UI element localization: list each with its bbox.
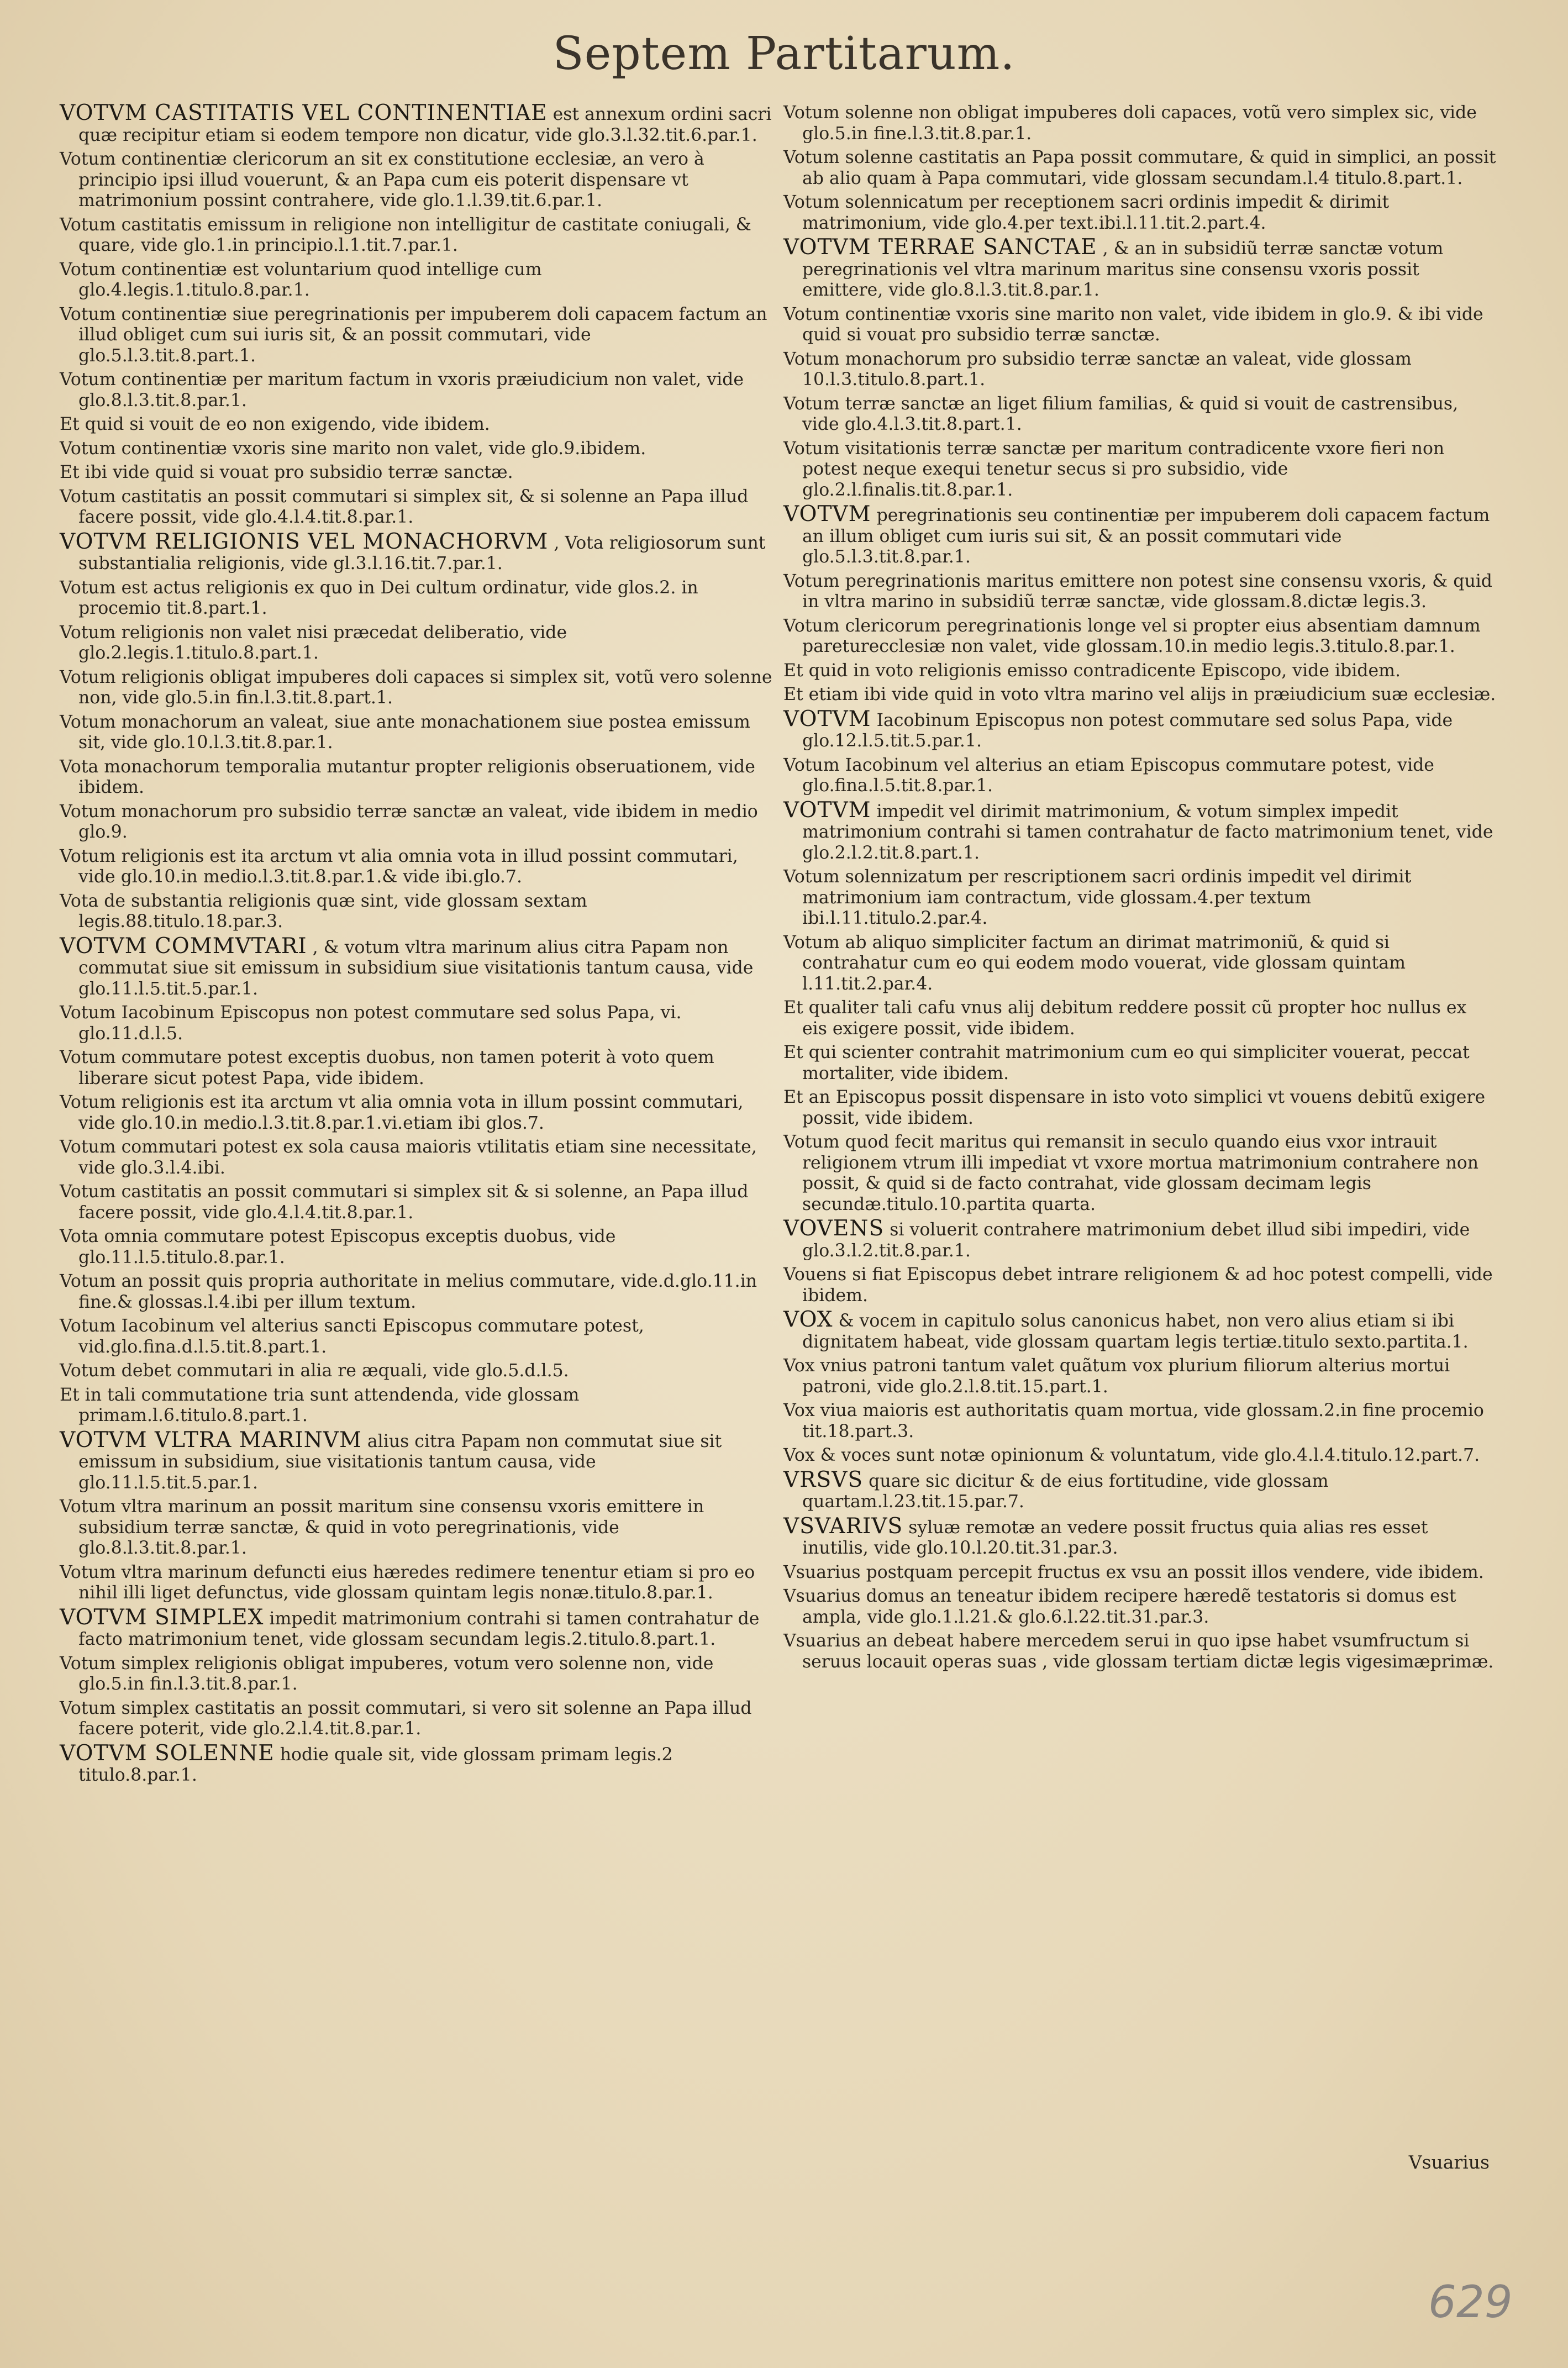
index-entry — [783, 867, 1496, 929]
entry-text: Et etiam ibi vide quid in voto vltra marino vel alijs in præiudicium suæ ecclesiæ. — [783, 685, 1496, 704]
entry-text: , & votum vltra marinum alius citra Papam non commutat siue sit emissum in subsidium siue visitationis tantum causa, vide glo.11.l.5.tit.5.par.1. — [78, 937, 754, 999]
index-entry — [60, 933, 772, 1000]
index-entry — [783, 1631, 1496, 1672]
entry-text: Vox vnius patroni tantum valet quãtum vox plurium filiorum alterius mortui patroni, vide glo.2.l.8.tit.15.part.1. — [783, 1356, 1450, 1397]
index-entry — [60, 1003, 772, 1044]
index-entry — [60, 103, 772, 146]
index-entry — [60, 623, 772, 664]
entry-text: Votum debet commutari in alia re æquali, vide glo.5.d.l.5. — [60, 1361, 569, 1381]
entry-text: Vota de substantia religionis quæ sint, vide glossam sextam legis.88.titulo.18.par.3. — [60, 891, 587, 932]
index-entry — [783, 1132, 1496, 1215]
index-entry — [783, 685, 1496, 706]
entry-text: Et qui scienter contrahit matrimonium cum eo qui simpliciter vouerat, peccat mortaliter, vide ibidem. — [783, 1043, 1470, 1083]
index-entry — [783, 1265, 1496, 1306]
entry-text: Votum Iacobinum vel alterius sancti Episcopus commutare potest, vid.glo.fina.d.l.5.tit.8.part.1. — [60, 1316, 644, 1357]
entry-lead: VOTVM — [783, 706, 871, 732]
entry-text: Votum ab aliquo simpliciter factum an dirimat matrimoniũ, & quid si contrahatur cum eo qui eodem modo vouerat, vide glossam quintam l.11.tit.2.par.4. — [783, 932, 1406, 994]
index-entry — [783, 1586, 1496, 1628]
index-entry — [60, 1361, 772, 1382]
index-entry — [60, 1137, 772, 1178]
index-entry — [783, 706, 1496, 752]
entry-text: Votum clericorum peregrinationis longe vel si propter eius absentiam damnum pareturecclesiæ non valet, vide glossam.10.in medio legis.3.titulo.8.par.1. — [783, 615, 1481, 656]
entry-text: Vsuarius an debeat habere mercedem serui in quo ipse habet vsumfructum si seruus locauit operas suas , vide glossam tertiam dictæ legis vigesimæprimæ. — [783, 1631, 1494, 1672]
entry-text: Votum religionis non valet nisi præcedat deliberatio, vide glo.2.legis.1.titulo.8.part.1. — [60, 622, 567, 663]
index-entry — [783, 616, 1496, 657]
index-entry — [783, 1087, 1496, 1129]
index-entry — [783, 394, 1496, 435]
index-entry — [783, 103, 1496, 144]
index-entry — [783, 797, 1496, 864]
index-entry — [783, 1309, 1496, 1353]
index-entry — [60, 1227, 772, 1268]
entry-text: Votum visitationis terræ sanctæ per maritum contradicente vxore fieri non potest neque exequi tenetur secus si pro subsidio, vide glo.2.l.finalis.tit.8.par.1. — [783, 438, 1445, 500]
entry-text: Votum castitatis emissum in religione non intelligitur de castitate coniugali, & quare, vide glo.1.in principio.l.1.tit.7.par.1. — [60, 214, 751, 255]
entry-text: Votum peregrinationis maritus emittere non potest sine consensu vxoris, & quid in vltra marino in subsidiũ terræ sanctæ, vide glossam.8.dictæ legis.3. — [783, 571, 1492, 612]
entry-lead: VOTVM VLTRA MARINVM — [60, 1427, 362, 1453]
index-entry — [783, 349, 1496, 391]
entry-lead: VOTVM SOLENNE — [60, 1740, 275, 1766]
entry-text: Vota monachorum temporalia mutantur propter religionis obseruationem, vide ibidem. — [60, 756, 755, 797]
index-entry — [783, 1356, 1496, 1397]
entry-lead: VOTVM — [783, 502, 871, 527]
entry-text: alius citra Papam non commutat siue sit emissum in subsidium, siue visitationis tantum causa, vide glo.11.l.5.tit.5.par.1. — [78, 1431, 722, 1493]
entry-text: Et quid si vouit de eo non exigendo, vide ibidem. — [60, 414, 490, 434]
index-entry — [60, 529, 772, 575]
entry-text: Vsuarius postquam percepit fructus ex vsu an possit illos vendere, vide ibidem. — [783, 1562, 1484, 1582]
entry-text: Votum solenne non obligat impuberes doli capaces, votũ vero simplex sic, vide glo.5.in fine.l.3.tit.8.par.1. — [783, 103, 1477, 144]
index-entry — [783, 1401, 1496, 1442]
entry-text: Votum commutari potest ex sola causa maioris vtilitatis etiam sine necessitate, vide glo.3.l.4.ibi. — [60, 1137, 757, 1178]
index-entry — [60, 757, 772, 798]
entry-text: Votum commutare potest exceptis duobus, non tamen poterit à voto quem liberare sicut potest Papa, vide ibidem. — [60, 1048, 714, 1088]
index-entry — [60, 667, 772, 709]
entry-text: Iacobinum Episcopus non potest commutare sed solus Papa, vide glo.12.l.5.tit.5.par.1. — [802, 710, 1453, 751]
entry-text: Et quid in voto religionis emisso contradicente Episcopo, vide ibidem. — [783, 660, 1401, 681]
entry-text: Votum religionis est ita arctum vt alia omnia vota in illum possint commutari, vide glo.10.in medio.l.3.tit.8.par.1.vi.etiam ibi glos.7. — [60, 1092, 744, 1133]
entry-text: Votum Iacobinum Episcopus non potest commutare sed solus Papa, vi. glo.11.d.l.5. — [60, 1003, 682, 1044]
index-entry — [783, 755, 1496, 797]
entry-lead: VSVARIVS — [783, 1513, 903, 1539]
entry-text: Votum continentiæ est voluntarium quod intellige cum glo.4.legis.1.titulo.8.par.1. — [60, 259, 542, 300]
entry-text: Votum simplex religionis obligat impuberes, votum vero solenne non, vide glo.5.in fin.l.3.tit.8.par.1. — [60, 1653, 714, 1694]
index-entry — [60, 1316, 772, 1357]
entry-text: Et in tali commutatione tria sunt attendenda, vide glossam primam.l.6.titulo.8.part.1. — [60, 1385, 580, 1425]
folio-number: 629 — [1428, 2276, 1513, 2328]
entry-text: Votum quod fecit maritus qui remansit in seculo quando eius vxor intrauit religionem vtrum illi impediat vt vxore mortua matrimonium contrahere non possit, & quid si de facto contrahat, vide glossam decimam legis secundæ.titulo.10.partita quarta. — [783, 1132, 1479, 1214]
entry-text: quare sic dicitur & de eius fortitudine, vide glossam quartam.l.23.tit.15.par.7. — [802, 1471, 1329, 1512]
entry-text: Votum solennicatum per receptionem sacri ordinis impedit & dirimit matrimonium, vide glo.4.per text.ibi.l.11.tit.2.part.4. — [783, 192, 1390, 233]
entry-lead: VOX — [783, 1307, 833, 1332]
entry-text: Votum monachorum pro subsidio terræ sanctæ an valeat, vide glossam 10.l.3.titulo.8.part.1. — [783, 349, 1412, 390]
left-column — [60, 103, 772, 1790]
index-entry — [60, 578, 772, 619]
entry-text: Et an Episcopus possit dispensare in isto voto simplici vt vouens debitũ exigere possit, vide ibidem. — [783, 1087, 1486, 1128]
entry-text: Et qualiter tali cafu vnus alij debitum reddere possit cũ propter hoc nullus ex eis exigere possit, vide ibidem. — [783, 998, 1467, 1039]
entry-text: Votum castitatis an possit commutari si simplex sit & si solenne, an Papa illud facere possit, vide glo.4.l.4.tit.8.par.1. — [60, 1182, 749, 1223]
entry-text: syluæ remotæ an vedere possit fructus quia alias res esset inutilis, vide glo.10.l.20.tit.31.par.3. — [802, 1517, 1428, 1558]
entry-text: Votum simplex castitatis an possit commutari, si vero sit solenne an Papa illud facere poterit, vide glo.2.l.4.tit.8.par.1. — [60, 1698, 752, 1739]
entry-text: Votum an possit quis propria authoritate in melius commutare, vide.d.glo.11.in fine.& glossas.l.4.ibi per illum textum. — [60, 1271, 757, 1312]
entry-text: Votum vltra marinum defuncti eius hæredes redimere tenentur etiam si pro eo nihil illi liget defunctus, vide glossam quintam legis nonæ.titulo.8.par.1. — [60, 1562, 755, 1603]
entry-text: Votum religionis obligat impuberes doli capaces si simplex sit, votũ vero solenne non, vide glo.5.in fin.l.3.tit.8.part.1. — [60, 667, 772, 708]
index-entry — [60, 802, 772, 843]
entry-text: Votum monachorum pro subsidio terræ sanctæ an valeat, vide ibidem in medio glo.9. — [60, 801, 758, 842]
index-entry — [783, 304, 1496, 346]
index-entry — [60, 1497, 772, 1559]
index-entry — [783, 439, 1496, 501]
entry-text: Vox & voces sunt notæ opinionum & voluntatum, vide glo.4.l.4.titulo.12.part.7. — [783, 1445, 1480, 1465]
entry-text: Vouens si fiat Episcopus debet intrare religionem & ad hoc potest compelli, vide ibidem. — [783, 1265, 1493, 1306]
entry-text: si voluerit contrahere matrimonium debet illud sibi impediri, vide glo.3.l.2.tit.8.par.1. — [802, 1220, 1470, 1261]
index-entry — [60, 1740, 772, 1786]
index-entry — [783, 1445, 1496, 1466]
index-entry — [60, 1562, 772, 1604]
entry-lead: VOTVM — [783, 797, 871, 823]
index-entry — [60, 149, 772, 212]
entry-lead: VOVENS — [783, 1216, 885, 1241]
entry-text: peregrinationis seu continentiæ per impuberem doli capacem factum an illum obliget cum iuris sui sit, & an possit commutari vide glo.5.l.3.tit.8.par.1. — [802, 506, 1490, 567]
index-entry — [60, 1271, 772, 1313]
entry-lead: VOTVM TERRAE SANCTAE — [783, 235, 1097, 260]
index-entry — [783, 1467, 1496, 1513]
entry-lead: VRSVS — [783, 1467, 864, 1492]
catchword: Vsuarius — [1408, 2151, 1490, 2173]
index-entry — [783, 1218, 1496, 1261]
index-entry — [783, 998, 1496, 1039]
index-entry — [60, 1048, 772, 1089]
index-entry — [783, 1513, 1496, 1559]
index-entry — [60, 487, 772, 528]
entry-text: Votum continentiæ vxoris sine marito non valet, vide glo.9.ibidem. — [60, 438, 646, 459]
index-entry — [60, 1182, 772, 1223]
entry-text: Vota omnia commutare potest Episcopus exceptis duobus, vide glo.11.l.5.titulo.8.par.1. — [60, 1227, 616, 1267]
index-entry — [60, 370, 772, 411]
index-entry — [60, 1654, 772, 1695]
entry-text: Votum solennizatum per rescriptionem sacri ordinis impedit vel dirimit matrimonium iam contractum, vide glossam.4.per textum ibi.l.11.titulo.2.par.4. — [783, 867, 1412, 928]
entry-text: impedit vel dirimit matrimonium, & votum simplex impedit matrimonium contrahi si tamen contrahatur de facto matrimonium tenet, vide glo.2.l.2.tit.8.part.1. — [802, 801, 1493, 863]
index-entry — [60, 260, 772, 301]
index-entry — [60, 1427, 772, 1494]
entry-text: & vocem in capitulo solus canonicus habet, non vero alius etiam si ibi dignitatem habeat, vide glossam quartam legis tertiæ.titulo sexto.partita.1. — [802, 1311, 1469, 1352]
index-entry — [783, 1043, 1496, 1084]
index-entry — [783, 148, 1496, 189]
index-entry — [783, 237, 1496, 301]
index-entry — [60, 846, 772, 888]
entry-text: Et ibi vide quid si vouat pro subsidio terræ sanctæ. — [60, 462, 513, 482]
entry-text: Votum vltra marinum an possit maritum sine consensu vxoris emittere in subsidium terræ sanctæ, & quid in voto peregrinationis, vide glo.8.l.3.tit.8.par.1. — [60, 1497, 704, 1558]
entry-text: Votum continentiæ clericorum an sit ex constitutione ecclesiæ, an vero à principio ipsi illud vouerunt, & an Papa cum eis poterit dispensare vt matrimonium possint contrahere, vide glo.1.l.39.tit.6.par.1. — [60, 149, 704, 211]
entry-text: impedit matrimonium contrahi si tamen contrahatur de facto matrimonium tenet, vide glossam secundam legis.2.titulo.8.part.1. — [78, 1608, 760, 1649]
entry-text: est annexum ordini sacri quæ recipitur etiam si eodem tempore non dicatur, vide glo.3.l.32.tit.6.par.1. — [78, 104, 772, 145]
entry-text: Vox viua maioris est authoritatis quam mortua, vide glossam.2.in fine procemio tit.18.part.3. — [783, 1401, 1484, 1441]
entry-text: Votum Iacobinum vel alterius an etiam Episcopus commutare potest, vide glo.fina.l.5.tit.8.par.1. — [783, 755, 1434, 796]
index-entry — [60, 215, 772, 256]
index-entry — [60, 462, 772, 483]
entry-text: Votum continentiæ siue peregrinationis per impuberem doli capacem factum an illud obliget cum sui iuris sit, & an possit commutari, vide glo.5.l.3.tit.8.part.1. — [60, 304, 767, 366]
entry-text: Votum est actus religionis ex quo in Dei cultum ordinatur, vide glos.2. in procemio tit.8.part.1. — [60, 577, 698, 618]
right-column — [783, 103, 1496, 1676]
entry-text: Votum religionis est ita arctum vt alia omnia vota in illud possint commutari, vide glo.10.in medio.l.3.tit.8.par.1.& vide ibi.glo.7. — [60, 846, 738, 887]
entry-text: , Vota religiosorum sunt substantialia religionis, vide gl.3.l.16.tit.7.par.1. — [78, 533, 766, 573]
index-entry — [60, 1604, 772, 1650]
entry-text: Votum terræ sanctæ an liget filium familias, & quid si vouit de castrensibus, vide glo.4.l.3.tit.8.part.1. — [783, 393, 1459, 434]
index-entry — [60, 891, 772, 933]
index-entry — [783, 933, 1496, 995]
index-entry — [60, 1698, 772, 1740]
entry-lead: VOTVM COMMVTARI — [60, 933, 307, 959]
entry-text: Votum continentiæ per maritum factum in vxoris præiudicium non valet, vide glo.8.l.3.tit.8.par.1. — [60, 370, 744, 411]
index-entry — [60, 1092, 772, 1134]
entry-text: Votum solenne castitatis an Papa possit commutare, & quid in simplici, an possit ab alio quam à Papa commutari, vide glossam secundam.l.4 titulo.8.part.1. — [783, 148, 1496, 188]
entry-text: Votum castitatis an possit commutari si simplex sit, & si solenne an Papa illud facere possit, vide glo.4.l.4.tit.8.par.1. — [60, 486, 749, 527]
entry-lead: VOTVM RELIGIONIS VEL MONACHORVM — [60, 529, 549, 554]
index-entry — [783, 192, 1496, 234]
index-entry — [60, 712, 772, 754]
entry-text: Votum monachorum an valeat, siue ante monachationem siue postea emissum sit, vide glo.10.l.3.tit.8.par.1. — [60, 712, 750, 753]
running-head: Septem Partitarum. — [553, 28, 1015, 80]
index-entry — [60, 304, 772, 367]
index-entry — [783, 1562, 1496, 1583]
index-entry — [783, 661, 1496, 682]
entry-text: Votum continentiæ vxoris sine marito non valet, vide ibidem in glo.9. & ibi vide quid si vouat pro subsidio terræ sanctæ. — [783, 304, 1483, 345]
entry-text: , & an in subsidiũ terræ sanctæ votum peregrinationis vel vltra marinum maritus sine consensu vxoris possit emittere, vide glo.8.l.3.tit.8.par.1. — [802, 239, 1444, 300]
entry-lead: VOTVM CASTITATIS VEL CONTINENTIAE — [60, 101, 548, 125]
entry-lead: VOTVM SIMPLEX — [60, 1604, 264, 1630]
index-entry — [60, 1385, 772, 1427]
index-entry — [60, 439, 772, 460]
index-entry — [783, 504, 1496, 568]
index-entry — [60, 414, 772, 435]
index-entry — [783, 571, 1496, 613]
entry-text: hodie quale sit, vide glossam primam legis.2 titulo.8.par.1. — [78, 1744, 673, 1785]
entry-text: Vsuarius domus an teneatur ibidem recipere hæredẽ testatoris si domus est ampla, vide glo.1.l.21.& glo.6.l.22.tit.31.par.3. — [783, 1586, 1456, 1627]
